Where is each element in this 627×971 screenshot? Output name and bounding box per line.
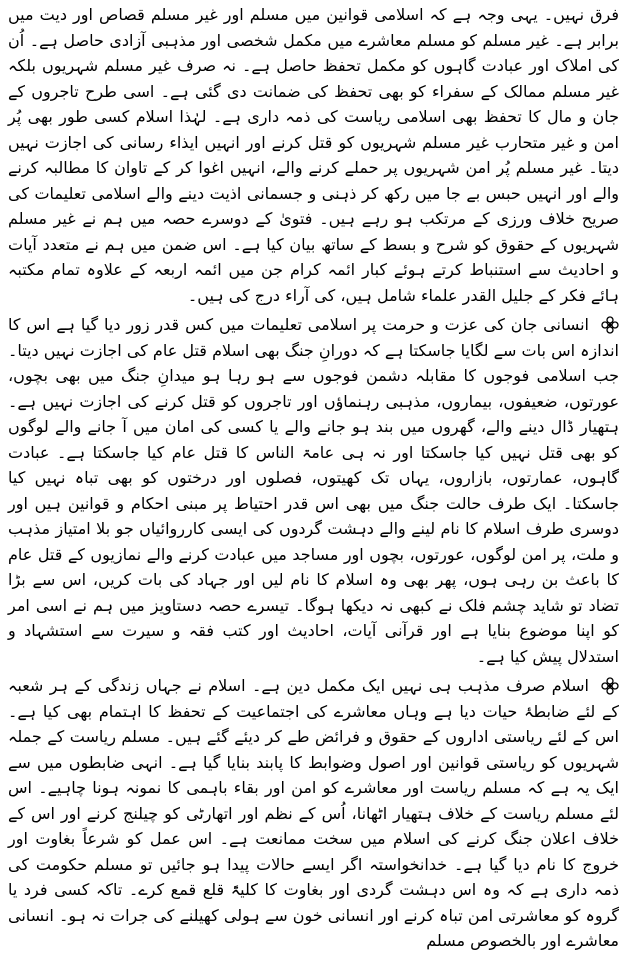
paragraph-sanctity-of-life [8, 312, 619, 669]
flower-bullet-icon [597, 312, 619, 338]
paragraph-islam-complete-deen [8, 673, 619, 954]
paragraph-text: انسانی جان کی عزت و حرمت پر اسلامی تعلیمات میں کس قدر زور دیا گیا ہے اس کا اندازہ اس بات سے لگایا جاسکتا ہے کہ دورانِ جنگ بھی اسلام قتل عام کی اجازت نہیں دیتا۔ جب اسلامی فوجوں کا مقابلہ دشمن فوجوں سے ہو رہا ہو میدانِ جنگ میں بھی بچوں، عورتوں، ضعیفوں، بیماروں، مذہبی رہنماؤں اور تاجروں کو قتل کرنے کی اجازت نہیں ہے۔ ہتھیار ڈال دینے والے، گھروں میں بند ہو جانے والے یا کسی کی امان میں آ جانے والے لوگوں کو بھی قتل نہیں کیا جاسکتا اور نہ ہی عامۃ الناس کا قتل عام کیا جاسکتا ہے۔ عبادت گاہوں، عمارتوں، بازاروں، یہاں تک کھیتوں، فصلوں اور درختوں کو بھی تباہ نہیں کیا جاسکتا۔ ایک طرف حالت جنگ میں بھی اس قدر احتیاط پر مبنی احکام و قوانین ہیں اور دوسری طرف اسلام کا نام لینے والے دہشت گردوں کی ایسی کارروائیاں جو بلا امتیاز مذہب و ملت، پر امن لوگوں، عورتوں، بچوں اور مساجد میں عبادت کرنے والے نمازیوں کے قتل عام کا باعث بن رہی ہوں، پھر بھی وہ اسلام کا نام لیں اور جہاد کی بات کریں، اس سے بڑا تضاد تو شاید چشم فلک نے کبھی نہ دیکھا ہوگا۔ تیسرے حصہ دستاویز میں ہم نے اسی امر کو اپنا موضوع بنایا ہے اور قرآنی آیات، احادیث اور کتب فقہ و سیرت سے استشہاد و استدلال پیش کیا ہے۔ [8, 315, 619, 666]
paragraph-text: فرق نہیں۔ یہی وجہ ہے کہ اسلامی قوانین میں مسلم اور غیر مسلم قصاص اور دیت میں برابر ہے۔ غیر مسلم کو مسلم معاشرے میں مکمل شخصی اور مذہبی آزادی حاصل ہے۔ اُن کی املاک اور عبادت گاہوں کو مکمل تحفظ حاصل ہے۔ نہ صرف غیر مسلم شہریوں بلکہ غیر مسلم ممالک کے سفراء کو بھی تحفظ کی ضمانت دی گئی ہے۔ اسی طرح تاجروں کے جان و مال کا تحفظ بھی اسلامی ریاست کی ذمہ داری ہے۔ لہٰذا اسلام کسی طور بھی پُر امن و غیر متحارب غیر مسلم شہریوں کو قتل کرنے اور انہیں ایذاء رسانی کی اجازت نہیں دیتا۔ غیر مسلم پُر امن شہریوں پر حملے کرنے والے، انہیں اغوا کر کے تاوان کا مطالبہ کرنے والے اور انہیں حبس بے جا میں رکھ کر ذہنی و جسمانی اذیت دینے والے اسلامی تعلیمات کی صریح خلاف ورزی کے مرتکب ہو رہے ہیں۔ فتویٰ کے دوسرے حصہ میں ہم نے غیر مسلم شہریوں کے حقوق کو شرح و بسط کے ساتھ بیان کیا ہے۔ اس ضمن میں ہم نے متعدد آیات و احادیث سے استنباط کرتے ہوئے کبار ائمہ کرام جن میں ائمہ اربعہ کے علاوہ تمام مکتبہ ہائے فکر کے جلیل القدر علماء شامل ہیں، کی آراء درج کی ہیں۔ [8, 5, 619, 305]
paragraph-text: اسلام صرف مذہب ہی نہیں ایک مکمل دین ہے۔ اسلام نے جہاں زندگی کے ہر شعبہ کے لئے ضابطۂ حیات دیا ہے وہاں معاشرے کی اجتماعیت کے تحفظ کا اہتمام بھی کیا ہے۔ اس کے لئے ریاستی اداروں کے حقوق و فرائض طے کر دیئے گئے ہیں۔ مسلم ریاست کے جملہ شہریوں کو ریاستی قوانین اور اصول وضوابط کا پابند بنایا گیا ہے۔ انہی ضابطوں میں سے ایک یہ ہے کہ مسلم ریاست اور معاشرے کو امن اور بقاء باہمی کا نمونہ ہونا چاہیے۔ اس لئے مسلم ریاست کے خلاف ہتھیار اٹھانا، اُس کے نظم اور اتھارٹی کو چیلنج کرنے اور اس کے خلاف اعلان جنگ کرنے کی اسلام میں سخت ممانعت ہے۔ اس عمل کو شرعاً بغاوت اور خروج کا نام دیا گیا ہے۔ خدانخواستہ اگر ایسے حالات پیدا ہو جائیں تو مسلم حکومت کی ذمہ داری ہے کہ وہ اس دہشت گردی اور بغاوت کا کلیۃً قلع قمع کرے۔ تاکہ کسی فرد یا گروہ کو معاشرتی امن تباہ کرنے اور انسانی خون سے ہولی کھیلنے کی جرات نہ ہو۔ انسانی معاشرے اور بالخصوص مسلم [8, 676, 619, 950]
paragraph-non-muslim-rights [8, 2, 619, 308]
flower-bullet-icon [597, 673, 619, 699]
